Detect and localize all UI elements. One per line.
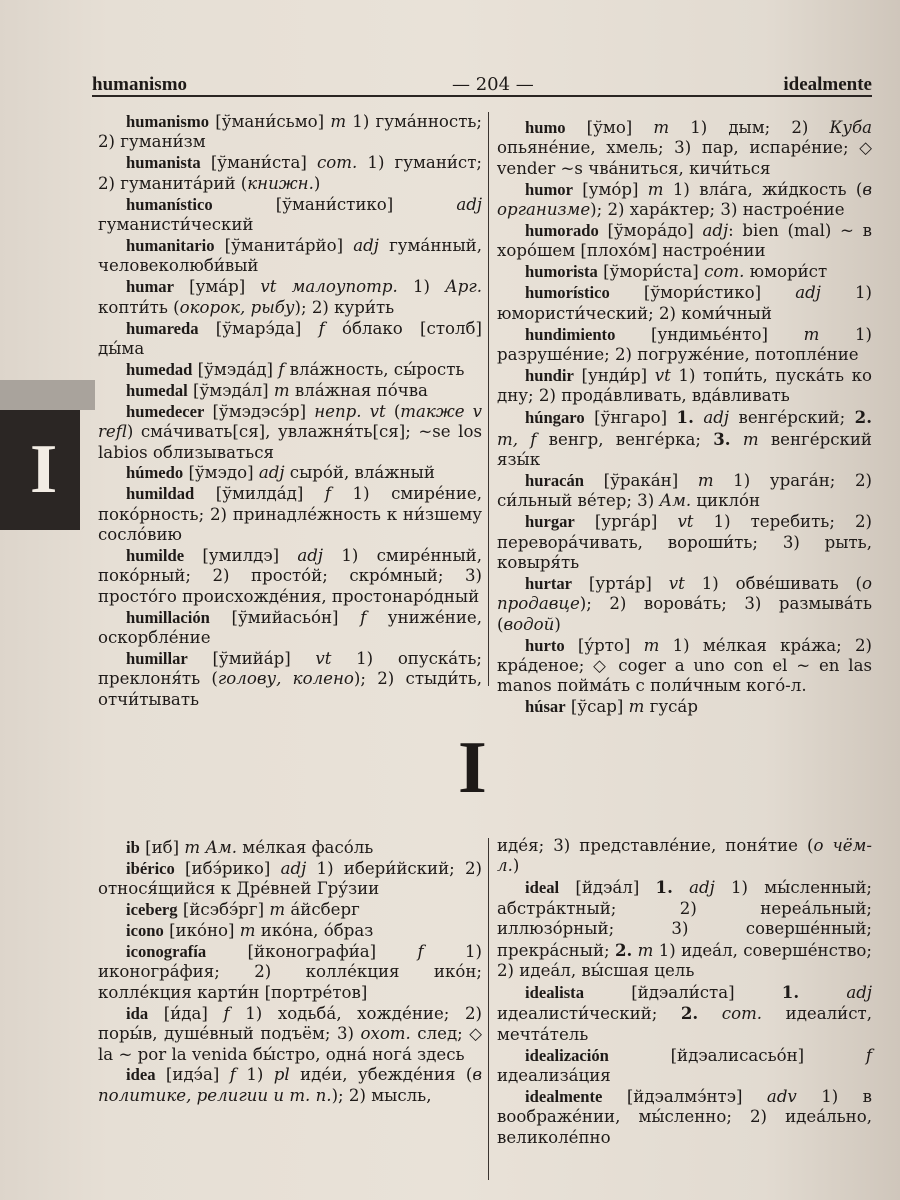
- dictionary-entry: humar [ума́р] vt малоупотр. 1) Арг. копти́ть (окорок, рыбу); 2) кури́ть: [98, 277, 482, 317]
- dictionary-entry: humanista [ўмани́ста] com. 1) гумани́ст; 2) гуманита́рий (книжн.): [98, 153, 482, 193]
- dictionary-entry: ib [иб] m Ам. ме́лкая фасо́ль: [126, 838, 374, 857]
- dictionary-entry: hundir [унди́р] vt 1) топи́ть, пуска́ть ко дну; 2) прода́вливать, вда́вливать: [497, 365, 872, 406]
- dictionary-entry: húmedo [ўмэдо] adj сыро́й, вла́жный: [126, 463, 435, 483]
- dictionary-entry: humilde [умилдэ] adj 1) смире́нный, поко́рный; 2) просто́й; скро́мный; 3) просто́го происхожде́ния, простонаро́дный: [98, 546, 482, 606]
- dictionary-entry: humorado [ўмора́до] adj: bien (mal) ~ в хоро́шем [плохо́м] настрое́нии: [497, 221, 872, 261]
- dictionary-entry: humillar [ўмийа́р] vt 1) опуска́ть; преклоня́ть (голову, колено); 2) стыди́ть, отчи́тывать: [98, 649, 482, 709]
- dictionary-entry: humillación [ўмийасьо́н] f униже́ние, оскорбле́ние: [98, 607, 482, 648]
- dictionary-entry: humorista [ўмори́ста] com. юмори́ст: [525, 262, 828, 282]
- column-divider-bottom: [488, 838, 489, 1180]
- dictionary-entry: idea [идэ́а] f 1) pl иде́и, убежде́ния (в политике, религии и т. п.); 2) мысль,: [98, 1065, 482, 1105]
- header-first-word: humanismo: [92, 74, 188, 95]
- dictionary-entry: humildad [ўмилда́д] f 1) смире́ние, поко́рность; 2) принадле́жность к ни́зшему сосло́вию: [98, 484, 482, 545]
- thumb-index-letter: I: [30, 431, 58, 508]
- dictionary-entry: idealización [йдэалисасьо́н] f идеализа́ция: [497, 1045, 872, 1085]
- column-bottom-left: [98, 838, 482, 1107]
- running-header: [92, 72, 872, 102]
- dictionary-entry: idealista [йдэали́ста] 1. adj идеалисти́ческий; 2. com. идеали́ст, мечта́тель: [497, 981, 872, 1044]
- column-top-right: [497, 118, 872, 718]
- dictionary-entry: iconografía [йконографи́а] f 1) иконогра́фия; 2) колле́кция ико́н; колле́кция карти́н [портре́тов]: [98, 942, 482, 1002]
- dictionary-entry: humorístico [ўмори́стико] adj 1) юмористи́ческий; 2) коми́чный: [497, 283, 872, 323]
- dictionary-entry: icono [ико́но] m ико́на, о́браз: [126, 921, 374, 941]
- column-divider-top: [488, 112, 489, 686]
- dictionary-entry: humedad [ўмэда́д] f вла́жность, сы́рость: [126, 359, 465, 379]
- side-tab-shadow: [0, 380, 95, 410]
- dictionary-entry: humor [умо́р] m 1) вла́га, жи́дкость (в организме); 2) хара́ктер; 3) настрое́ние: [497, 179, 872, 220]
- header-rule: [92, 95, 872, 97]
- dictionary-entry: idealmente [йдэалмэ́нтэ] adv 1) в воображе́нии, мы́сленно; 2) идеа́льно, великоле́пно: [497, 1086, 872, 1147]
- dictionary-entry: hurtar [урта́р] vt 1) обве́шивать (о продавце); 2) ворова́ть; 3) размыва́ть (водой): [497, 573, 872, 634]
- dictionary-entry: humanitario [ўманита́рйо] adj гума́нный, человеколюби́вый: [98, 235, 482, 276]
- page-number: — 204 —: [452, 74, 534, 95]
- dictionary-entry: ideal [йдэа́л] 1. adj 1) мы́сленный; абстра́ктный; 2) нереа́льный; иллюзо́рный; 3) соверше́нный; прекра́сный; 2. m 1) идеа́л, соверше́нство; 2) идеа́л, вы́сшая цель: [497, 877, 873, 980]
- dictionary-entry: ibérico [ибэ́рико] adj 1) ибери́йский; 2) относя́щийся к Дре́вней Гру́зии: [98, 858, 483, 899]
- dictionary-entry: humedecer [ўмэдэсэ́р] непр. vt (также v refl) сма́чивать[ся], увлажня́ть[ся]; ~se los labios облизываться: [98, 401, 483, 462]
- header-last-word: idealmente: [783, 74, 872, 95]
- dictionary-entry: humanístico [ўмани́стико] adj гуманисти́ческий: [98, 194, 482, 235]
- dictionary-entry: húngaro [ўнгаро] 1. adj венге́рский; 2. m, f венгр, венге́рка; 3. m венге́рский язы́к: [497, 407, 872, 469]
- column-bottom-right: [497, 836, 872, 1149]
- dictionary-entry: humo [ўмо] m 1) дым; 2) Куба опьяне́ние, хмель; 3) пар, испаре́ние; ◇ vender ~s чва́ниться, кичи́ться: [497, 118, 872, 178]
- dictionary-entry: húsar [ўсар] m гуса́р: [525, 697, 698, 717]
- dictionary-entry: humareda [ўмарэ́да] f о́блако [столб] ды́ма: [98, 318, 482, 358]
- dictionary-entry: huracán [ўрака́н] m 1) урага́н; 2) си́льный ве́тер; 3) Ам. цикло́н: [497, 470, 872, 511]
- column-top-left: [98, 112, 482, 711]
- dictionary-entry: iceberg [йсэбэ́рг] m а́йсберг: [126, 900, 360, 920]
- dictionary-entry: hundimiento [ундимье́нто] m 1) разруше́ние; 2) погруже́ние, потопле́ние: [497, 324, 873, 364]
- dictionary-entry: иде́я; 3) представле́ние, поня́тие (о чём-л.): [497, 836, 872, 876]
- dictionary-entry: humanismo [ўмани́сьмо] m 1) гума́нность; 2) гумани́зм: [98, 112, 483, 152]
- section-letter: I: [458, 727, 487, 809]
- dictionary-entry: hurto [у́рто] m 1) ме́лкая кра́жа; 2) кра́деное; ◇ coger a uno con el ~ en las manos пойма́ть с поли́чным кого́-л.: [497, 635, 872, 696]
- dictionary-entry: humedal [ўмэда́л] m вла́жная по́чва: [126, 380, 428, 400]
- dictionary-entry: hurgar [урга́р] vt 1) теребить; 2) перевора́чивать, вороши́ть; 3) рыть, ковыря́ть: [497, 512, 873, 573]
- dictionary-entry: ida [и́да] f 1) ходьба́, хожде́ние; 2) поры́в, душе́вный подъём; 3) охот. след; ◇ la ~ por la venida бы́стро, одна́ нога́ здесь: [98, 1003, 482, 1064]
